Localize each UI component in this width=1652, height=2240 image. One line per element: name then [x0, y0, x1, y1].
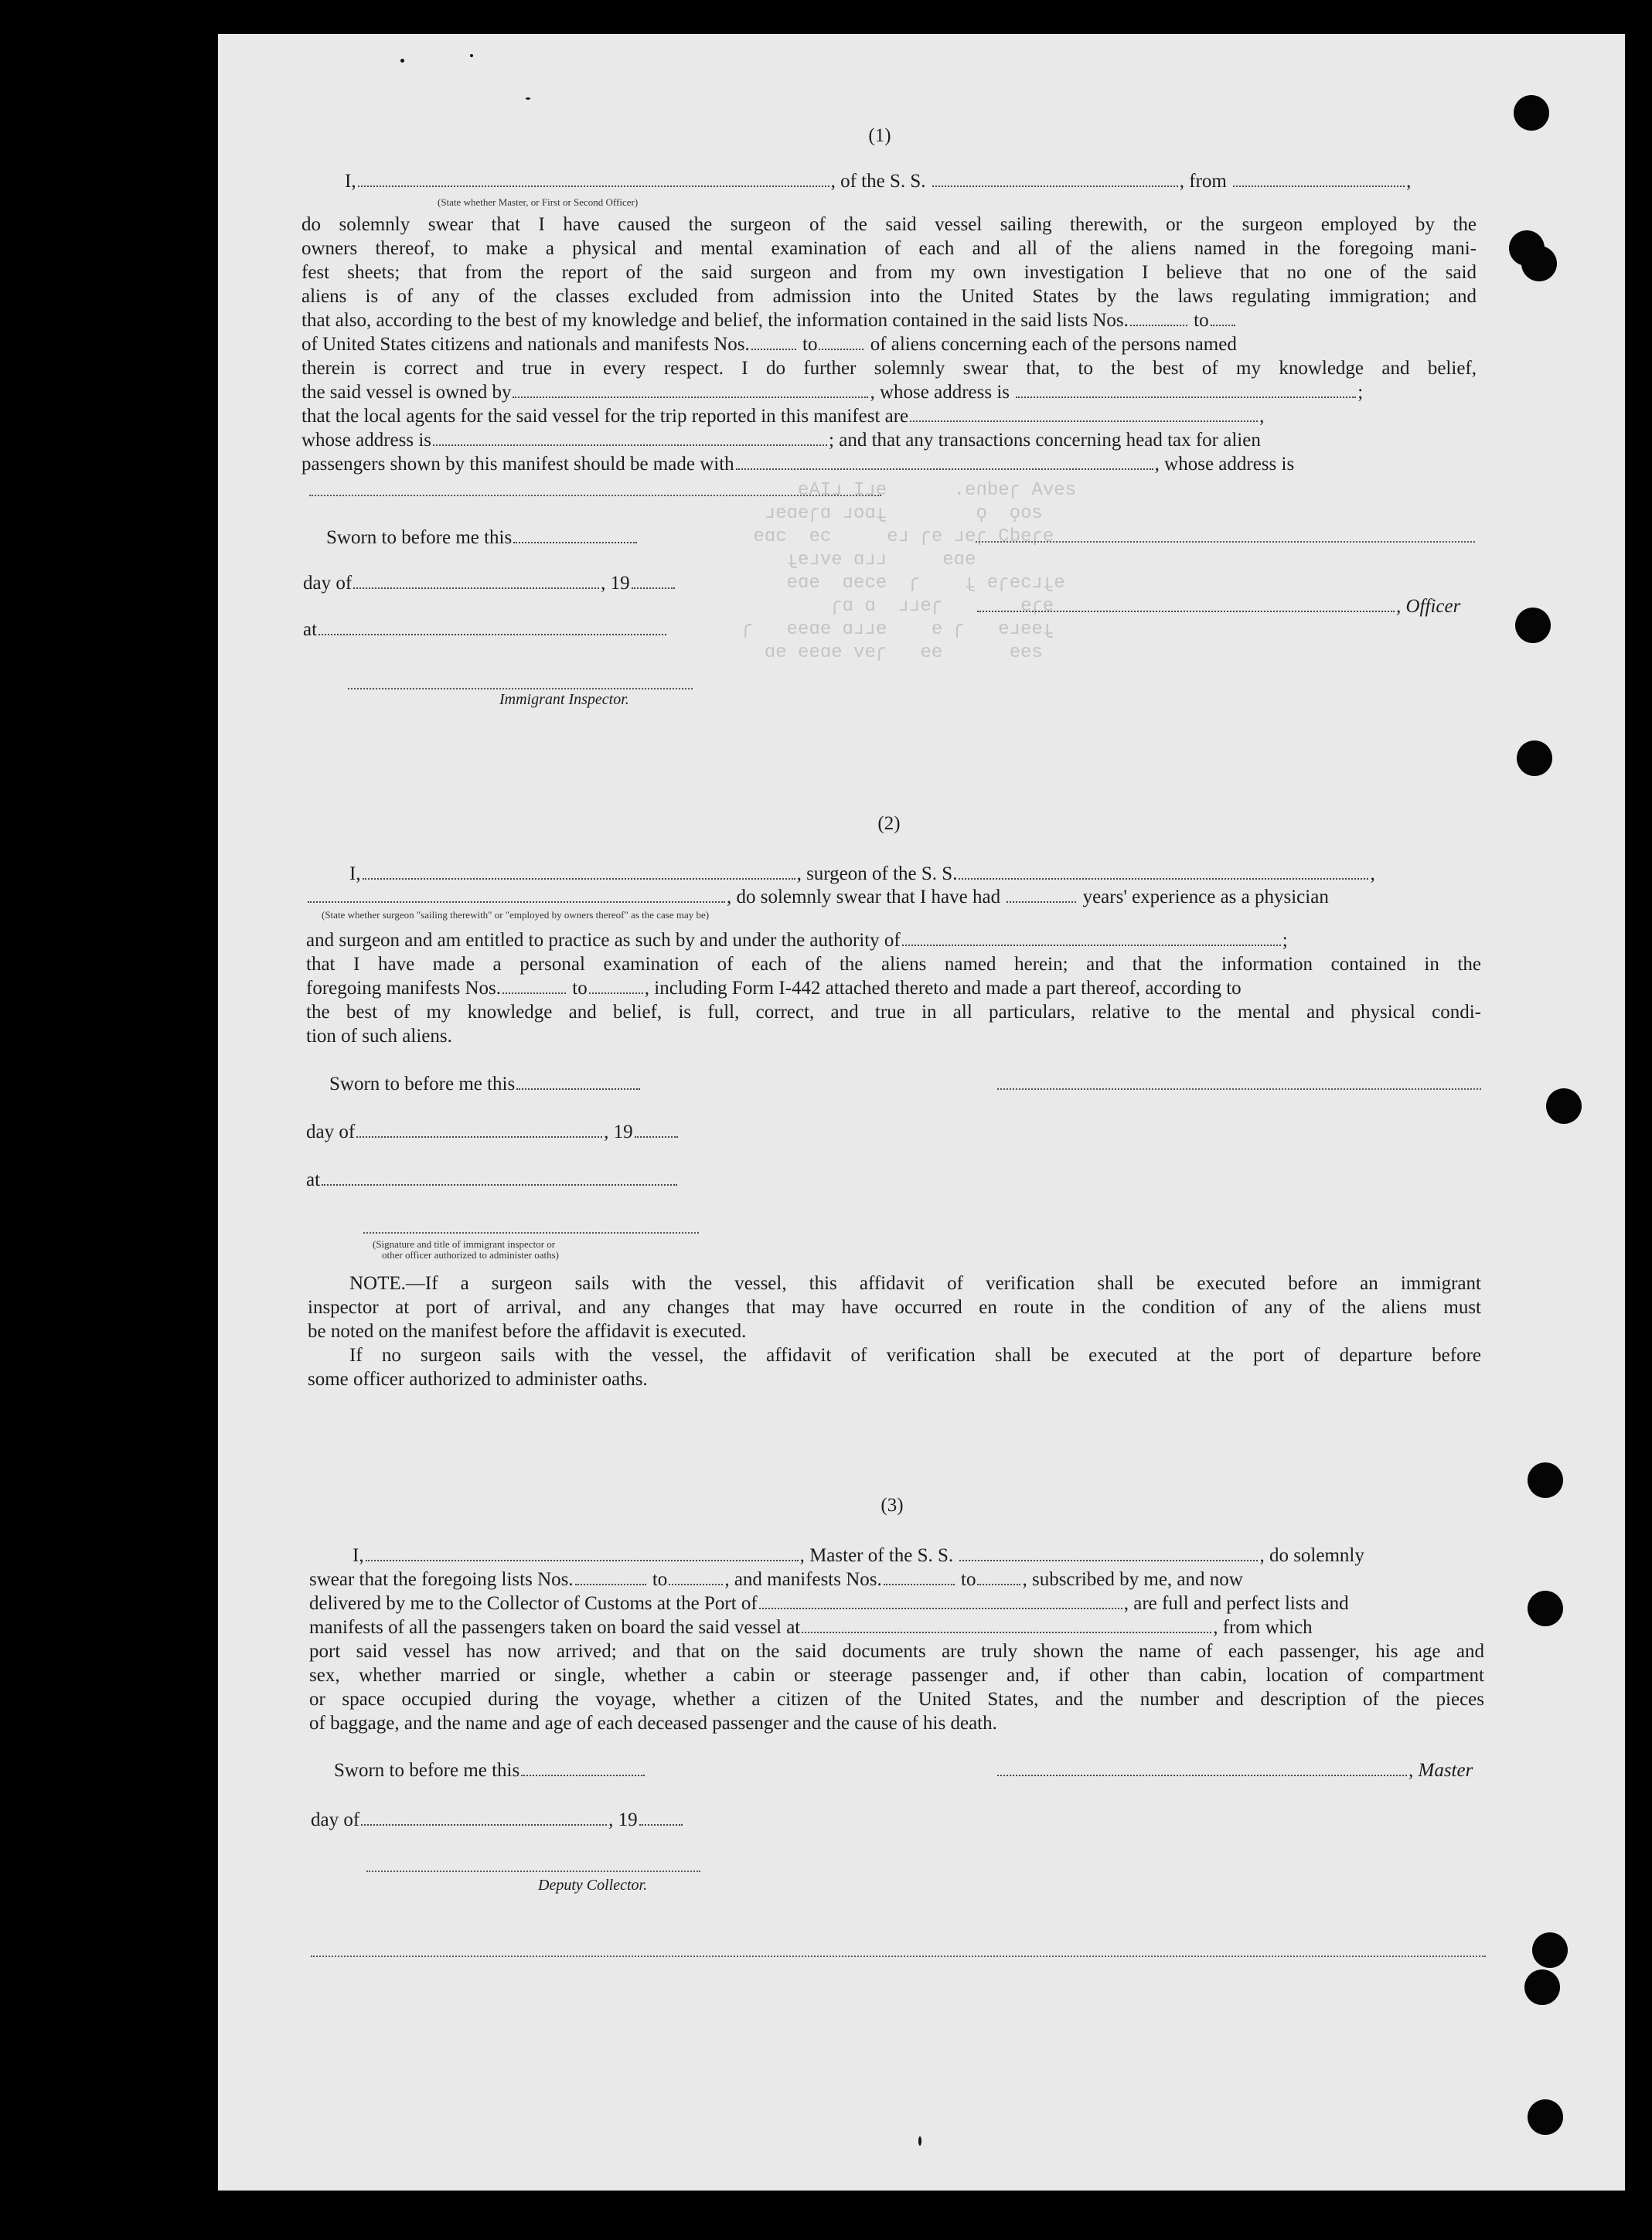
port-of-departure-blank [802, 1618, 1211, 1633]
sec3-para-line: of baggage, and the name and age of each deceased passenger and the cause of his death. [309, 1713, 997, 1734]
sec3-sworn: Sworn to before me this [334, 1759, 646, 1782]
sworn-day-blank [521, 1761, 645, 1776]
master-name-blank [366, 1546, 799, 1561]
inspector-signature-line [363, 1232, 699, 1234]
sec1-hint: (State whether Master, or First or Second Officer) [438, 196, 639, 208]
sec1-sworn: Sworn to before me this [326, 526, 639, 550]
blank [575, 1570, 646, 1585]
signature-line [997, 1088, 1481, 1090]
year-blank [635, 1122, 678, 1138]
sec2-sworn: Sworn to before me this [329, 1073, 642, 1096]
punch-hole [1517, 740, 1552, 776]
sworn-day-blank [513, 528, 637, 543]
sec1-para-line: fest sheets; that from the report of the said surgeon and from my own investigation I believe that no one of the said [301, 262, 1477, 283]
sworn-day-blank [516, 1074, 640, 1090]
place-blank [322, 1170, 677, 1186]
sec2-note-line: NOTE.—If a surgeon sails with the vessel, this affidavit of verification shall be executed before an immigrant [349, 1273, 1481, 1294]
blank [589, 979, 643, 994]
sec1-para-line: do solemnly swear that I have caused the surgeon of the said vessel sailing therewith, or the surgeon employed by the [301, 214, 1477, 235]
blank [1130, 311, 1187, 326]
owner-blank [513, 383, 868, 398]
sec1-officer: , Officer [976, 595, 1460, 618]
speck [400, 59, 404, 63]
punch-hole [1521, 246, 1557, 281]
sec1-para-line: the said vessel is owned by , whose address is ; [301, 382, 1364, 403]
punch-hole [1546, 1088, 1582, 1124]
month-blank [361, 1810, 607, 1826]
inspector-signature-line [348, 688, 693, 689]
sec2-line-2: , do solemnly swear that I have had years' experience as a physician [306, 886, 1329, 909]
address-blank-line [309, 495, 881, 496]
punch-hole [1524, 1969, 1560, 2005]
headtax-blank [736, 454, 1153, 470]
sec2-para-line: that I have made a personal examination of each of the aliens named herein; and that the information contained in the [306, 954, 1481, 975]
sec1-dayof: day of , 19 [303, 572, 676, 595]
deputy-signature-line [366, 1871, 700, 1872]
officer-signature-blank [977, 597, 1395, 612]
punch-hole [1532, 1932, 1568, 1968]
section-1-number: (1) [868, 125, 891, 146]
sec2-line-1: I, , surgeon of the S. S. , [349, 863, 1375, 884]
sec1-para-line: that the local agents for the said vessel for the trip reported in this manifest are , [301, 406, 1265, 427]
speck [526, 97, 530, 100]
year-blank [632, 574, 675, 589]
blank [502, 979, 566, 994]
years-blank [1007, 887, 1076, 903]
vessel-name-blank [959, 864, 1368, 880]
punch-hole [1528, 2099, 1563, 2135]
sec1-inspector-label: Immigrant Inspector. [499, 691, 629, 708]
blank [669, 1570, 723, 1585]
sec2-note-line: be noted on the manifest before the affidavit is executed. [308, 1321, 747, 1342]
sec1-para-line: aliens is of any of the classes excluded from admission into the United States by the laws regulating immigration; and [301, 286, 1477, 307]
speck [470, 54, 473, 57]
sec3-para-line: port said vessel has now arrived; and that on the said documents are truly shown the name of each passenger, his age and [309, 1641, 1484, 1662]
vessel-name-blank [932, 172, 1178, 187]
master-signature-blank [997, 1761, 1407, 1776]
sec2-sig-hint: other officer authorized to administer oaths) [382, 1249, 559, 1261]
blank [751, 335, 796, 350]
sec1-para-line: whose address is ; and that any transactions concerning head tax for alien [301, 430, 1261, 451]
sec1-para-line: passengers shown by this manifest should be made with , whose address is [301, 454, 1295, 475]
authority-blank [902, 931, 1281, 946]
from-port-blank [1233, 172, 1405, 187]
sec3-para-line: delivered by me to the Collector of Customs at the Port of , are full and perfect lists and [309, 1593, 1349, 1614]
sec2-at: at [306, 1169, 679, 1192]
sec2-dayof: day of , 19 [306, 1121, 680, 1144]
place-blank [318, 620, 666, 635]
month-blank [353, 574, 599, 589]
sec2-para-line: and surgeon and am entitled to practice as such by and under the authority of ; [306, 930, 1288, 951]
punch-hole [1528, 1462, 1563, 1498]
speck [918, 2136, 921, 2146]
blank [819, 335, 863, 350]
blank [884, 1570, 955, 1585]
sec2-para-line: the best of my knowledge and belief, is full, correct, and true in all particulars, relative to the mental and physical condi- [306, 1002, 1481, 1023]
sec2-note-line: If no surgeon sails with the vessel, the affidavit of verification shall be executed at the port of departure before [349, 1345, 1481, 1366]
port-blank [759, 1594, 1122, 1609]
sec3-master: , Master [996, 1759, 1473, 1782]
agents-blank [910, 407, 1258, 422]
sec2-sig-hint: (Signature and title of immigrant inspector or [373, 1238, 556, 1250]
sec2-note-line: some officer authorized to administer oaths. [308, 1369, 648, 1390]
sec2-hint: (State whether surgeon "sailing therewith" or "employed by owners thereof" as the case may be) [322, 909, 710, 921]
vessel-name-blank [959, 1546, 1258, 1561]
owner-address-blank [1016, 383, 1356, 398]
sec3-para-line: swear that the foregoing lists Nos. to , and manifests Nos. to , subscribed by me, and now [309, 1569, 1243, 1590]
sec3-para-line: or space occupied during the voyage, whether a citizen of the United States, and the number and description of the pieces [309, 1689, 1484, 1710]
sec1-para-line: that also, according to the best of my knowledge and belief, the information contained in the said lists Nos. to [301, 309, 1237, 332]
sec2-note-line: inspector at port of arrival, and any changes that may have occurred en route in the condition of any of the aliens must [308, 1297, 1481, 1318]
sec2-para-line: tion of such aliens. [306, 1026, 452, 1047]
punch-hole [1514, 95, 1549, 131]
sec3-para-line: manifests of all the passengers taken on board the said vessel at , from which [309, 1617, 1313, 1638]
master-name-blank [358, 172, 829, 187]
agents-address-blank [433, 431, 827, 446]
sec3-para-line: sex, whether married or single, whether a cabin or steerage passenger and, if other than cabin, location of compartment [309, 1665, 1484, 1686]
surgeon-status-blank [308, 887, 725, 903]
sec1-para-line: therein is correct and true in every respect. I do further solemnly swear that, to the best of my knowledge and belief, [301, 358, 1477, 379]
sec1-at: at [303, 618, 668, 642]
signature-line [976, 541, 1475, 543]
sec1-para-line: owners thereof, to make a physical and mental examination of each and all of the aliens named in the foregoing mani- [301, 238, 1477, 259]
sec2-para-line: foregoing manifests Nos. to , including Form I-442 attached thereto and made a part thereof, according to [306, 978, 1242, 999]
punch-hole [1515, 608, 1551, 643]
surgeon-name-blank [363, 864, 795, 880]
sec1-para-line: of United States citizens and nationals and manifests Nos. to of aliens concerning each of the persons named [301, 334, 1237, 355]
bottom-rule [311, 1956, 1486, 1957]
bleed-through-text: ƨɘvA ɿɘdnɘ. ɘʟI ʟIAɘ ƨoǫ ϙ ɟɒoʟ ɒɿɘɒɘʟ ɘɿɘdϽ ɿɘʟ ɘɿ ʟɘ ɔɘ ɔɒɘ ɘɒɘ ʟʟɒ ɘvʟɘɟ ɘɟʟɔɘɿɘ ɟ ɿ ɘɔɘɒ ɘɒɘ ɘɿɘ ɿɘʟʟ ɒ ɒɿ ɟɘɘʟɘ ɿ ɘ ɘʟʟɒ ɘɒɘɘ ɿ ƨɘɘ ɘɘ ɿɘv ɘɒɘɘ ɘɒ [742, 480, 1077, 663]
month-blank [356, 1122, 602, 1138]
sec1-line-1: I, , of the S. S. , from , [345, 171, 1412, 192]
year-blank [639, 1810, 683, 1826]
section-2-number: (2) [877, 813, 901, 834]
sec3-deputy-label: Deputy Collector. [538, 1877, 648, 1894]
section-3-number: (3) [880, 1495, 904, 1516]
punch-hole [1528, 1591, 1563, 1626]
sec3-dayof: day of , 19 [311, 1809, 684, 1832]
blank [1211, 311, 1235, 326]
sec3-line-1: I, , Master of the S. S. , do solemnly [353, 1545, 1364, 1566]
blank [977, 1570, 1020, 1585]
